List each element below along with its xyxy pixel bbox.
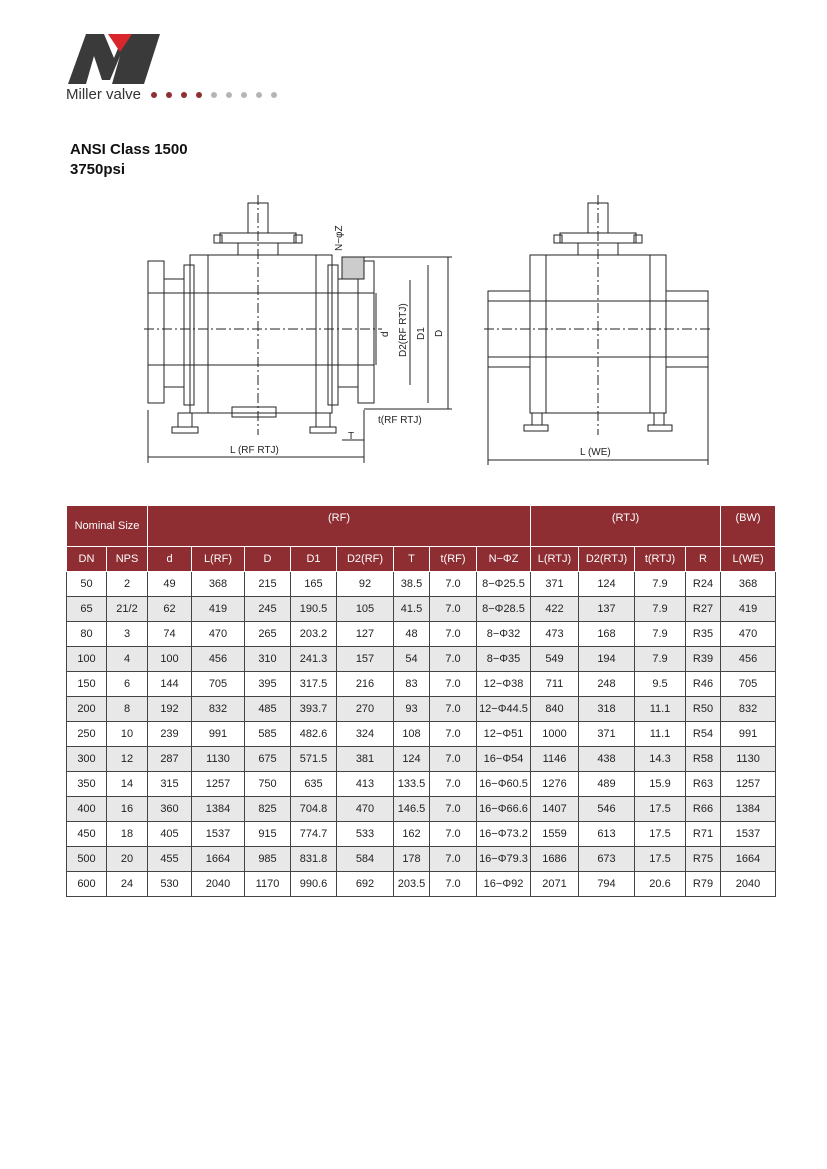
table-cell: 12−Φ44.5 bbox=[477, 697, 531, 722]
table-cell: 21/2 bbox=[107, 597, 148, 622]
table-cell: 315 bbox=[148, 772, 192, 797]
table-cell: 310 bbox=[245, 647, 291, 672]
table-cell: 178 bbox=[394, 847, 430, 872]
table-cell: 832 bbox=[192, 697, 245, 722]
table-cell: 400 bbox=[67, 797, 107, 822]
table-cell: 395 bbox=[245, 672, 291, 697]
table-cell: 248 bbox=[579, 672, 635, 697]
table-cell: 774.7 bbox=[291, 822, 337, 847]
column-header: DN bbox=[67, 547, 107, 572]
table-cell: 20.6 bbox=[635, 872, 686, 897]
table-cell: 215 bbox=[245, 572, 291, 597]
table-cell: 1000 bbox=[531, 722, 579, 747]
table-cell: 840 bbox=[531, 697, 579, 722]
table-cell: 915 bbox=[245, 822, 291, 847]
table-cell: 317.5 bbox=[291, 672, 337, 697]
table-cell: 7.0 bbox=[430, 722, 477, 747]
table-cell: 74 bbox=[148, 622, 192, 647]
table-cell: 9.5 bbox=[635, 672, 686, 697]
table-cell: 711 bbox=[531, 672, 579, 697]
table-cell: 7.9 bbox=[635, 622, 686, 647]
nz-label: N−φZ bbox=[334, 225, 345, 251]
table-cell: 1276 bbox=[531, 772, 579, 797]
table-cell: 450 bbox=[67, 822, 107, 847]
table-cell: 2 bbox=[107, 572, 148, 597]
table-cell: 584 bbox=[337, 847, 394, 872]
table-cell: 8−Φ25.5 bbox=[477, 572, 531, 597]
table-cell: 92 bbox=[337, 572, 394, 597]
table-cell: 704.8 bbox=[291, 797, 337, 822]
table-cell: 127 bbox=[337, 622, 394, 647]
table-cell: 38.5 bbox=[394, 572, 430, 597]
table-cell: 831.8 bbox=[291, 847, 337, 872]
table-cell: 6 bbox=[107, 672, 148, 697]
table-row bbox=[67, 872, 776, 897]
table-cell: 1257 bbox=[192, 772, 245, 797]
brand-dot bbox=[241, 92, 247, 98]
column-header: L(RTJ) bbox=[531, 547, 579, 572]
valve-drawing bbox=[120, 195, 720, 470]
table-cell: 7.0 bbox=[430, 847, 477, 872]
brand-dots bbox=[151, 92, 277, 98]
table-cell: 456 bbox=[192, 647, 245, 672]
table-cell: 62 bbox=[148, 597, 192, 622]
table-cell: 455 bbox=[148, 847, 192, 872]
table-row bbox=[67, 847, 776, 872]
table-cell: 419 bbox=[192, 597, 245, 622]
t-label: T bbox=[348, 431, 355, 442]
table-cell: 613 bbox=[579, 822, 635, 847]
table-cell: 2071 bbox=[531, 872, 579, 897]
table-cell: 80 bbox=[67, 622, 107, 647]
table-cell: 990.6 bbox=[291, 872, 337, 897]
table-cell: 673 bbox=[579, 847, 635, 872]
table-cell: 250 bbox=[67, 722, 107, 747]
table-cell: 1384 bbox=[192, 797, 245, 822]
table-cell: 360 bbox=[148, 797, 192, 822]
table-cell: 93 bbox=[394, 697, 430, 722]
table-row bbox=[67, 772, 776, 797]
table-cell: 7.0 bbox=[430, 572, 477, 597]
d2-label: D2(RF RTJ) bbox=[398, 303, 409, 357]
table-cell: 133.5 bbox=[394, 772, 430, 797]
table-cell: 7.9 bbox=[635, 572, 686, 597]
table-cell: 485 bbox=[245, 697, 291, 722]
table-cell: 168 bbox=[579, 622, 635, 647]
table-cell: 470 bbox=[192, 622, 245, 647]
table-cell: 146.5 bbox=[394, 797, 430, 822]
brand-line bbox=[66, 86, 277, 103]
table-cell: 750 bbox=[245, 772, 291, 797]
table-cell: 194 bbox=[579, 647, 635, 672]
table-cell: 7.0 bbox=[430, 647, 477, 672]
table-cell: 239 bbox=[148, 722, 192, 747]
table-cell: 241.3 bbox=[291, 647, 337, 672]
table-cell: 1130 bbox=[721, 747, 776, 772]
table-cell: 500 bbox=[67, 847, 107, 872]
column-header: L(RF) bbox=[192, 547, 245, 572]
table-cell: 438 bbox=[579, 747, 635, 772]
table-cell: 48 bbox=[394, 622, 430, 647]
table-cell: 12 bbox=[107, 747, 148, 772]
table-cell: 533 bbox=[337, 822, 394, 847]
table-cell: 17.5 bbox=[635, 797, 686, 822]
table-cell: 1407 bbox=[531, 797, 579, 822]
table-cell: 705 bbox=[721, 672, 776, 697]
table-cell: 3 bbox=[107, 622, 148, 647]
d1-label: D1 bbox=[416, 327, 427, 340]
table-cell: 7.0 bbox=[430, 772, 477, 797]
table-cell: R24 bbox=[686, 572, 721, 597]
table-cell: 371 bbox=[579, 722, 635, 747]
table-cell: 675 bbox=[245, 747, 291, 772]
table-cell: 1664 bbox=[192, 847, 245, 872]
table-cell: 10 bbox=[107, 722, 148, 747]
column-header: D2(RF) bbox=[337, 547, 394, 572]
table-cell: 137 bbox=[579, 597, 635, 622]
table-cell: R35 bbox=[686, 622, 721, 647]
column-header: NPS bbox=[107, 547, 148, 572]
l-rf-label: L (RF RTJ) bbox=[230, 445, 279, 456]
table-cell: 1664 bbox=[721, 847, 776, 872]
table-cell: 265 bbox=[245, 622, 291, 647]
brand-dot bbox=[226, 92, 232, 98]
table-cell: 11.1 bbox=[635, 697, 686, 722]
table-cell: 571.5 bbox=[291, 747, 337, 772]
table-cell: 1130 bbox=[192, 747, 245, 772]
column-header: t(RF) bbox=[430, 547, 477, 572]
table-row bbox=[67, 647, 776, 672]
table-cell: 1257 bbox=[721, 772, 776, 797]
table-cell: 456 bbox=[721, 647, 776, 672]
brand-dot bbox=[211, 92, 217, 98]
d-label: d bbox=[380, 331, 391, 337]
table-cell: 203.2 bbox=[291, 622, 337, 647]
table-cell: R66 bbox=[686, 797, 721, 822]
table-cell: 585 bbox=[245, 722, 291, 747]
table-cell: 324 bbox=[337, 722, 394, 747]
table-cell: 985 bbox=[245, 847, 291, 872]
table-cell: 832 bbox=[721, 697, 776, 722]
column-header: T bbox=[394, 547, 430, 572]
table-cell: 17.5 bbox=[635, 822, 686, 847]
brand-dot bbox=[166, 92, 172, 98]
table-cell: 162 bbox=[394, 822, 430, 847]
brand-dot bbox=[196, 92, 202, 98]
table-cell: 100 bbox=[148, 647, 192, 672]
column-header: D bbox=[245, 547, 291, 572]
table-cell: 991 bbox=[721, 722, 776, 747]
table-cell: 18 bbox=[107, 822, 148, 847]
table-cell: 16−Φ79.3 bbox=[477, 847, 531, 872]
table-cell: 368 bbox=[192, 572, 245, 597]
table-cell: 381 bbox=[337, 747, 394, 772]
table-cell: 2040 bbox=[192, 872, 245, 897]
table-cell: 794 bbox=[579, 872, 635, 897]
table-cell: 16−Φ60.5 bbox=[477, 772, 531, 797]
table-cell: 287 bbox=[148, 747, 192, 772]
table-cell: 24 bbox=[107, 872, 148, 897]
table-cell: 1170 bbox=[245, 872, 291, 897]
pressure-title: 3750psi bbox=[70, 161, 126, 178]
column-header: R bbox=[686, 547, 721, 572]
table-cell: 8 bbox=[107, 697, 148, 722]
weld-end-valve-view bbox=[484, 195, 712, 465]
table-row bbox=[67, 822, 776, 847]
table-cell: 549 bbox=[531, 647, 579, 672]
table-cell: 692 bbox=[337, 872, 394, 897]
table-cell: 15.9 bbox=[635, 772, 686, 797]
table-cell: 7.9 bbox=[635, 597, 686, 622]
table-row bbox=[67, 697, 776, 722]
bw-group-header: (BW) bbox=[721, 506, 776, 547]
column-header: L(WE) bbox=[721, 547, 776, 572]
brand-dot bbox=[181, 92, 187, 98]
table-cell: 12−Φ38 bbox=[477, 672, 531, 697]
l-we-label: L (WE) bbox=[580, 447, 611, 458]
table-cell: 54 bbox=[394, 647, 430, 672]
table-cell: 12−Φ51 bbox=[477, 722, 531, 747]
table-cell: 16−Φ92 bbox=[477, 872, 531, 897]
column-header: N−ΦZ bbox=[477, 547, 531, 572]
table-cell: 270 bbox=[337, 697, 394, 722]
table-row bbox=[67, 597, 776, 622]
table-cell: 50 bbox=[67, 572, 107, 597]
table-cell: 16−Φ73.2 bbox=[477, 822, 531, 847]
column-header: d bbox=[148, 547, 192, 572]
table-cell: 825 bbox=[245, 797, 291, 822]
table-cell: 7.9 bbox=[635, 647, 686, 672]
table-cell: 1559 bbox=[531, 822, 579, 847]
class-title: ANSI Class 1500 bbox=[70, 141, 188, 158]
table-cell: 1537 bbox=[192, 822, 245, 847]
table-cell: 470 bbox=[337, 797, 394, 822]
table-cell: 7.0 bbox=[430, 622, 477, 647]
table-cell: 108 bbox=[394, 722, 430, 747]
table-cell: R63 bbox=[686, 772, 721, 797]
outer-d-label: D bbox=[434, 329, 445, 337]
table-cell: 7.0 bbox=[430, 797, 477, 822]
table-cell: 300 bbox=[67, 747, 107, 772]
table-cell: R54 bbox=[686, 722, 721, 747]
brand-dot bbox=[271, 92, 277, 98]
table-cell: R58 bbox=[686, 747, 721, 772]
table-cell: 190.5 bbox=[291, 597, 337, 622]
table-cell: 1686 bbox=[531, 847, 579, 872]
table-cell: 216 bbox=[337, 672, 394, 697]
table-cell: R39 bbox=[686, 647, 721, 672]
table-cell: 49 bbox=[148, 572, 192, 597]
table-cell: 16 bbox=[107, 797, 148, 822]
table-cell: 7.0 bbox=[430, 822, 477, 847]
table-cell: 635 bbox=[291, 772, 337, 797]
table-cell: 200 bbox=[67, 697, 107, 722]
column-header: D2(RTJ) bbox=[579, 547, 635, 572]
table-cell: 705 bbox=[192, 672, 245, 697]
table-cell: 405 bbox=[148, 822, 192, 847]
table-cell: 7.0 bbox=[430, 672, 477, 697]
table-cell: 1146 bbox=[531, 747, 579, 772]
table-cell: 83 bbox=[394, 672, 430, 697]
table-cell: 124 bbox=[394, 747, 430, 772]
table-cell: 16−Φ54 bbox=[477, 747, 531, 772]
table-cell: R46 bbox=[686, 672, 721, 697]
table-cell: 2040 bbox=[721, 872, 776, 897]
brand-name: Miller valve bbox=[66, 86, 142, 103]
rf-group-header: (RF) bbox=[148, 506, 531, 547]
table-cell: 546 bbox=[579, 797, 635, 822]
brand-dot bbox=[256, 92, 262, 98]
table-row bbox=[67, 622, 776, 647]
table-cell: 7.0 bbox=[430, 597, 477, 622]
table-cell: 350 bbox=[67, 772, 107, 797]
table-cell: 157 bbox=[337, 647, 394, 672]
table-cell: 65 bbox=[67, 597, 107, 622]
table-cell: 318 bbox=[579, 697, 635, 722]
table-cell: 4 bbox=[107, 647, 148, 672]
table-cell: 192 bbox=[148, 697, 192, 722]
table-cell: 20 bbox=[107, 847, 148, 872]
column-header: D1 bbox=[291, 547, 337, 572]
table-cell: 14.3 bbox=[635, 747, 686, 772]
table-cell: 8−Φ28.5 bbox=[477, 597, 531, 622]
nominal-size-header: Nominal Size bbox=[67, 506, 148, 547]
table-cell: 100 bbox=[67, 647, 107, 672]
table-cell: 7.0 bbox=[430, 697, 477, 722]
table-cell: 413 bbox=[337, 772, 394, 797]
table-cell: 150 bbox=[67, 672, 107, 697]
table-cell: 991 bbox=[192, 722, 245, 747]
table-cell: 368 bbox=[721, 572, 776, 597]
table-cell: 1537 bbox=[721, 822, 776, 847]
table-row bbox=[67, 672, 776, 697]
dimension-table bbox=[66, 505, 776, 897]
table-cell: R50 bbox=[686, 697, 721, 722]
table-row bbox=[67, 722, 776, 747]
table-cell: 124 bbox=[579, 572, 635, 597]
brand-dot bbox=[151, 92, 157, 98]
table-cell: 470 bbox=[721, 622, 776, 647]
table-cell: 8−Φ32 bbox=[477, 622, 531, 647]
table-cell: 7.0 bbox=[430, 872, 477, 897]
table-row bbox=[67, 572, 776, 597]
table-cell: 8−Φ35 bbox=[477, 647, 531, 672]
table-row bbox=[67, 747, 776, 772]
table-cell: R75 bbox=[686, 847, 721, 872]
table-cell: 600 bbox=[67, 872, 107, 897]
table-cell: 16−Φ66.6 bbox=[477, 797, 531, 822]
table-cell: 473 bbox=[531, 622, 579, 647]
table-cell: 245 bbox=[245, 597, 291, 622]
table-cell: 489 bbox=[579, 772, 635, 797]
table-cell: R71 bbox=[686, 822, 721, 847]
table-cell: 371 bbox=[531, 572, 579, 597]
table-cell: R27 bbox=[686, 597, 721, 622]
table-cell: 422 bbox=[531, 597, 579, 622]
table-cell: 1384 bbox=[721, 797, 776, 822]
rtj-group-header: (RTJ) bbox=[531, 506, 721, 547]
table-cell: 11.1 bbox=[635, 722, 686, 747]
table-cell: 41.5 bbox=[394, 597, 430, 622]
table-cell: 7.0 bbox=[430, 747, 477, 772]
table-cell: 419 bbox=[721, 597, 776, 622]
table-cell: 165 bbox=[291, 572, 337, 597]
table-cell: 482.6 bbox=[291, 722, 337, 747]
table-cell: 530 bbox=[148, 872, 192, 897]
table-cell: 105 bbox=[337, 597, 394, 622]
table-row bbox=[67, 797, 776, 822]
column-header: t(RTJ) bbox=[635, 547, 686, 572]
table-cell: 203.5 bbox=[394, 872, 430, 897]
table-cell: R79 bbox=[686, 872, 721, 897]
table-cell: 17.5 bbox=[635, 847, 686, 872]
table-cell: 393.7 bbox=[291, 697, 337, 722]
table-cell: 144 bbox=[148, 672, 192, 697]
t-rf-label: t(RF RTJ) bbox=[378, 415, 422, 426]
table-cell: 14 bbox=[107, 772, 148, 797]
